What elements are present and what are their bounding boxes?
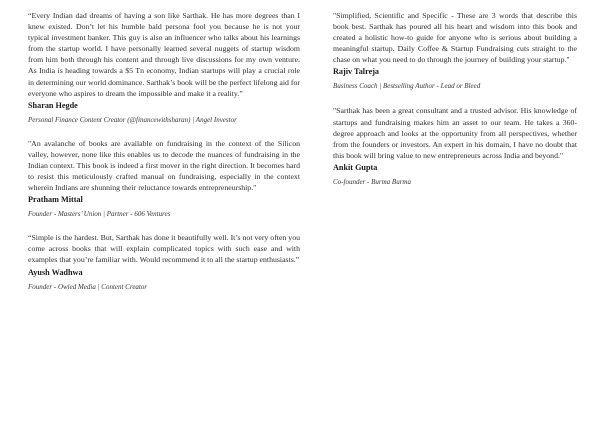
testimonial-rajiv-talreja (333, 10, 577, 91)
testimonial-role: Business Coach | Bestselling Author - Lead or Bleed (333, 82, 481, 91)
testimonial-ankit-gupta (333, 105, 577, 186)
testimonial-sharan-hegde (28, 10, 300, 125)
testimonial-author: Ankit Gupta (333, 162, 378, 172)
testimonial-author: Ayush Wadhwa (28, 267, 83, 277)
testimonial-author: Pratham Mittal (28, 195, 83, 205)
testimonial-role: Founder - Masters’ Union | Partner - 606 Ventures (28, 210, 171, 219)
right-testimonial-column (333, 10, 577, 187)
testimonial-ayush-wadhwa (28, 232, 300, 291)
testimonial-author: Sharan Hegde (28, 100, 78, 110)
testimonial-quote: "An avalanche of books are available on fundraising in the context of the Silicon valley, however, none like this enables us to decode the nuances of fundraising in the Indian context. This book is indeed a first mover in the right direction. It becomes hard to resist this meticulously crafted manual on fundraising, especially in the context wherein Indians are shunning their reluctance towards entrepreneurship." (28, 138, 300, 193)
testimonial-quote: “Simple is the hardest. But, Sarthak has done it beautifully well. It’s not very often you come across books that will explain complicated topics with such ease and with examples that you’re familiar with. Would recommend it to all the startup enthusiasts.” (28, 233, 300, 265)
testimonial-role: Founder - Owled Media | Content Creator (28, 282, 148, 291)
left-testimonial-column (28, 10, 300, 292)
testimonial-pratham-mittal (28, 138, 300, 219)
testimonial-quote: "Sarthak has been a great consultant and a trusted advisor. His knowledge of startups and fundraising makes him an asset to our team. He takes a 360-degree approach and looks at the opportunity from all perspectives, whether from the founders or investors. An expert in his domain, I have no doubt that this book will bring value to new entrepreneurs across India and beyond." (333, 106, 577, 160)
testimonial-author: Rajiv Talreja (333, 67, 380, 77)
testimonial-quote: "Simplified, Scientific and Specific - These are 3 words that describe this book best. Sarthak has poured all his heart and wisdom into this book and created a holistic how-to guide for anyone who is serious about building a meaningful startup. Daily Coffee & Startup Fundraising cuts straight to the chase on what you need to do through the journey of building your startup." (333, 11, 577, 65)
testimonial-role: Co-founder - Burma Burma (333, 177, 411, 186)
testimonial-role: Personal Finance Content Creator (@financewithsharan) | Angel Investor (28, 115, 237, 124)
testimonial-quote: “Every Indian dad dreams of having a son like Sarthak. He has more degrees than I knew existed. Don’t let his humble bald persona fool you because he is not your typical investment banker. This guy is also an influencer who talks about his learnings from the startup world. I have personally learned several nuggets of startup wisdom from him both through his content and through live discussions for my own venture. As India is heading towards a $5 Tn economy, Indian startups will play a crucial role in determining our world dominance. Sarthak’s book will be the perfect lifelong aid for everyone who aspires to dream the impossible and make it a reality.” (28, 11, 300, 98)
